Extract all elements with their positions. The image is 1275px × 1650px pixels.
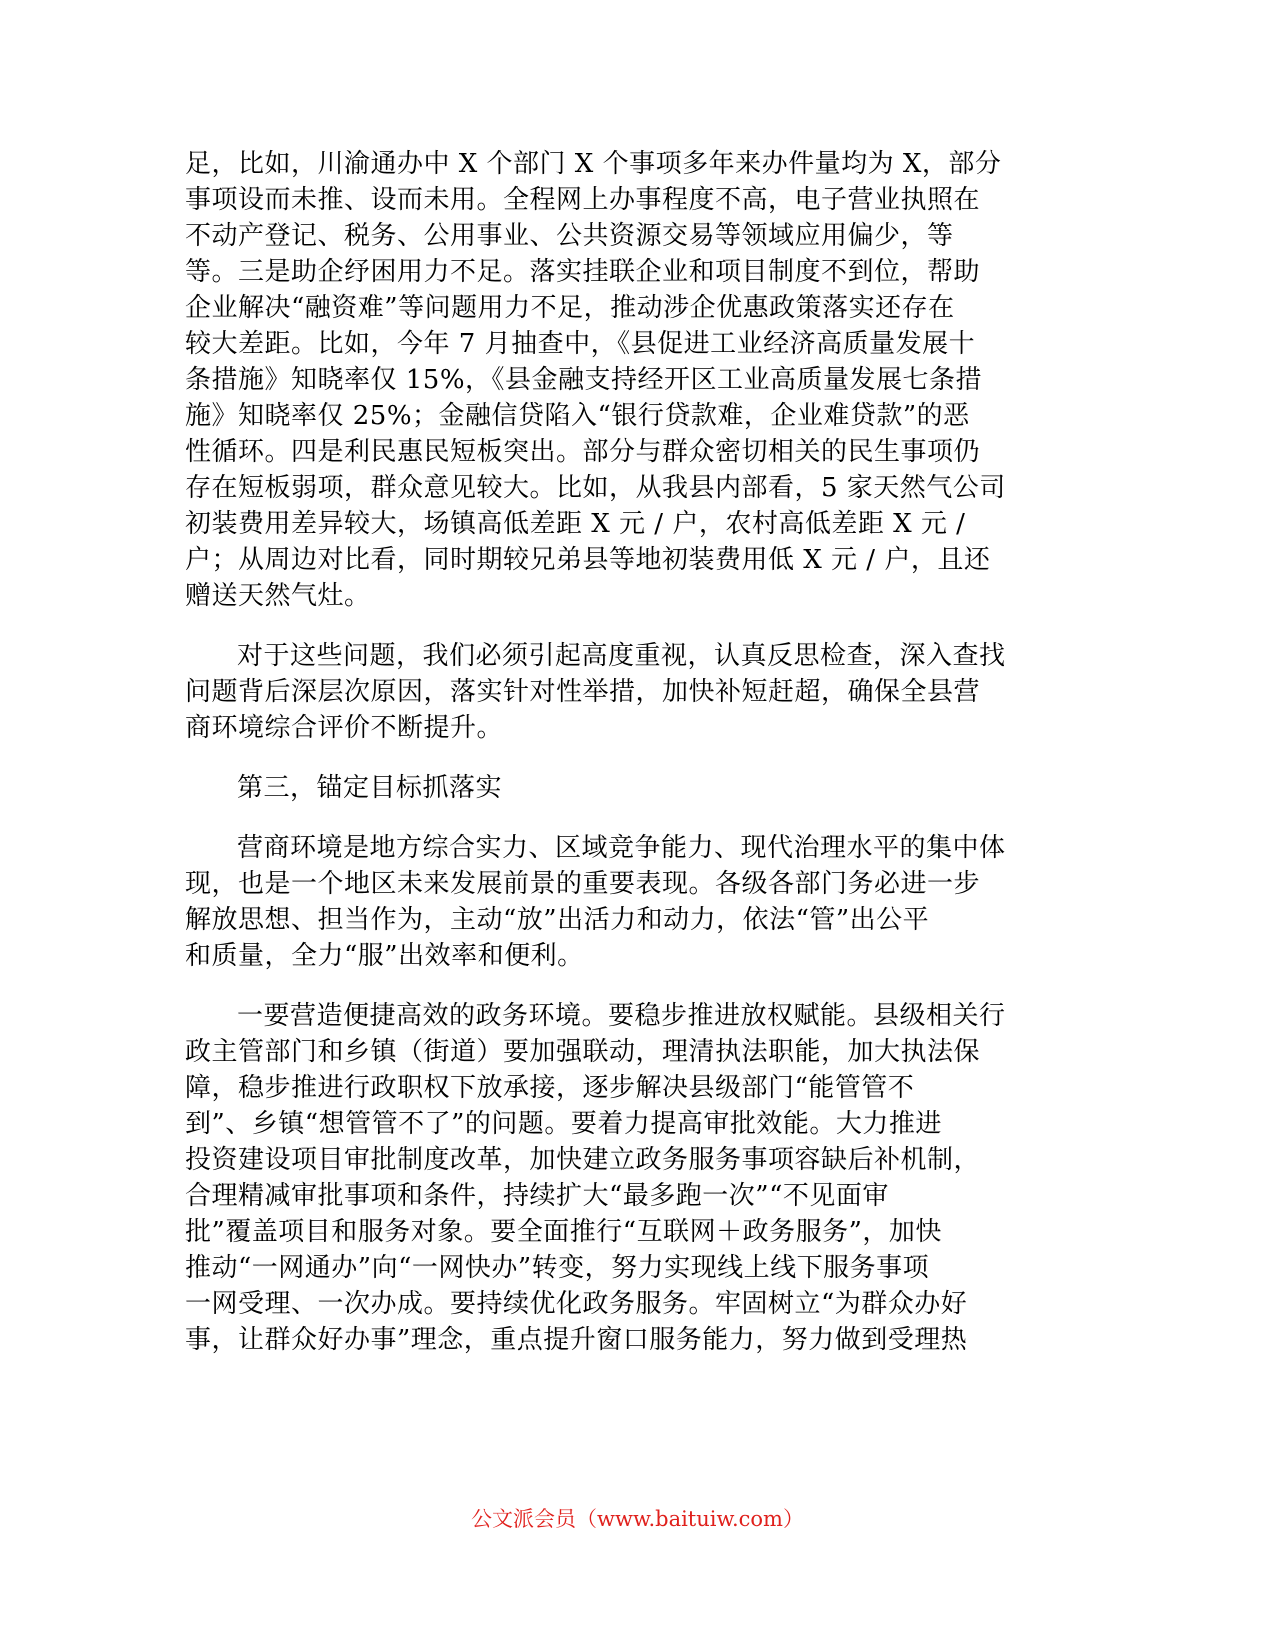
paragraph-spacer <box>185 806 1045 830</box>
text-line: 企业解决“融资难”等问题用力不足，推动涉企优惠政策落实还存在 <box>185 293 955 323</box>
text-line: 到”、乡镇“想管管不了”的问题。要着力提高审批效能。大力推进 <box>185 1109 942 1139</box>
text-line: 问题背后深层次原因，落实针对性举措，加快补短赶超，确保全县营 <box>185 677 981 707</box>
text-line: 合理精减审批事项和条件，持续扩大“最多跑一次”“不见面审 <box>185 1181 889 1211</box>
text-line: 性循环。四是利民惠民短板突出。部分与群众密切相关的民生事项仍 <box>185 437 981 467</box>
text-line: 现，也是一个地区未来发展前景的重要表现。各级各部门务必进一步 <box>185 869 981 899</box>
text-line: 一网受理、一次办成。要持续优化政务服务。牢固树立“为群众办好 <box>185 1289 968 1319</box>
text-line: 足，比如，川渝通办中 X 个部门 X 个事项多年来办件量均为 X，部分 <box>185 149 1002 179</box>
text-line: 条措施》知晓率仅 15%，《县金融支持经开区工业高质量发展七条措 <box>185 365 983 395</box>
text-line: 投资建设项目审批制度改革，加快建立政务服务事项容缺后补机制， <box>185 1145 981 1175</box>
document-body <box>185 146 1045 1358</box>
text-line: 商环境综合评价不断提升。 <box>185 713 504 743</box>
text-line: 解放思想、担当作为，主动“放”出活力和动力，依法“管”出公平 <box>185 905 930 935</box>
text-line: 事项设而未推、设而未用。全程网上办事程度不高，电子营业执照在 <box>185 185 981 215</box>
paragraph <box>185 830 1045 974</box>
text-line: 较大差距。比如，今年 7 月抽查中，《县促进工业经济高质量发展十 <box>185 329 976 359</box>
text-line: 一要营造便捷高效的政务环境。要稳步推进放权赋能。县级相关行 <box>237 1001 1006 1031</box>
text-line: 障，稳步推进行政职权下放承接，逐步解决县级部门“能管管不 <box>185 1073 915 1103</box>
text-line: 和质量，全力“服”出效率和便利。 <box>185 941 584 971</box>
text-line: 施》知晓率仅 25%；金融信贷陷入“银行贷款难，企业难贷款”的恶 <box>185 401 970 431</box>
text-line: 不动产登记、税务、公用事业、公共资源交易等领域应用偏少，等 <box>185 221 954 251</box>
paragraph <box>185 146 1045 614</box>
paragraph <box>185 998 1045 1358</box>
text-line: 等。三是助企纾困用力不足。落实挂联企业和项目制度不到位，帮助 <box>185 257 981 287</box>
text-line: 事，让群众好办事”理念，重点提升窗口服务能力，努力做到受理热 <box>185 1325 968 1355</box>
text-line: 政主管部门和乡镇（街道）要加强联动，理清执法职能，加大执法保 <box>185 1037 981 1067</box>
text-line: 推动“一网通办”向“一网快办”转变，努力实现线上线下服务事项 <box>185 1253 930 1283</box>
paragraph-spacer <box>185 974 1045 998</box>
text-line: 户；从周边对比看，同时期较兄弟县等地初装费用低 X 元 / 户，且还 <box>185 545 991 575</box>
text-line: 营商环境是地方综合实力、区域竞争能力、现代治理水平的集中体 <box>237 833 1006 863</box>
footer-watermark-link[interactable]: 公文派会员（www.baituiw.com） <box>471 1507 804 1531</box>
text-line: 对于这些问题，我们必须引起高度重视，认真反思检查，深入查找 <box>237 641 1006 671</box>
text-line: 批”覆盖项目和服务对象。要全面推行“互联网＋政务服务”，加快 <box>185 1217 942 1247</box>
heading-line: 第三，锚定目标抓落实 <box>237 773 503 803</box>
section-heading <box>185 770 1045 806</box>
paragraph-spacer <box>185 614 1045 638</box>
paragraph <box>185 638 1045 746</box>
text-line: 初装费用差异较大，场镇高低差距 X 元 / 户，农村高低差距 X 元 / <box>185 509 966 539</box>
text-line: 存在短板弱项，群众意见较大。比如，从我县内部看，5 家天然气公司 <box>185 473 1006 503</box>
paragraph-spacer <box>185 746 1045 770</box>
text-line: 赠送天然气灶。 <box>185 581 371 611</box>
